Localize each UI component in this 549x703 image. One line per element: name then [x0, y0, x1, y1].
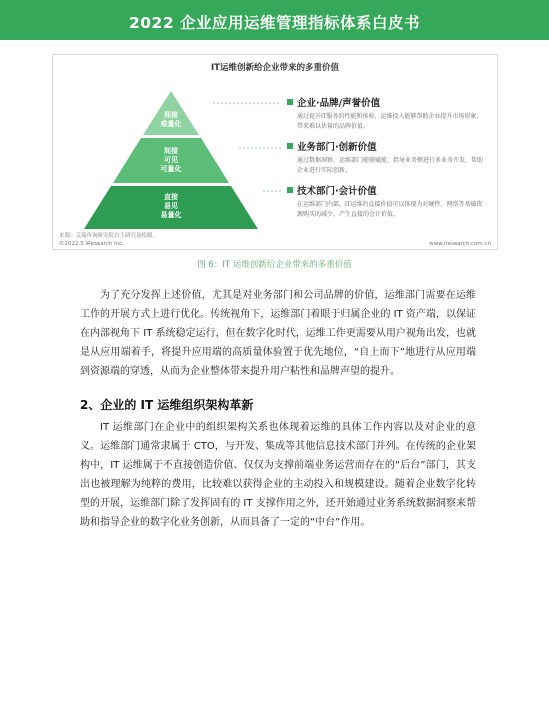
value-description: 通过提升IT服务的性能和体验，运维投入能够帮助企业提升市场形象，带来难以估量的品牌价值。 [297, 113, 483, 130]
value-item-innovation [287, 139, 487, 176]
pyramid-label-bottom [151, 193, 191, 220]
bullet-square-icon [287, 187, 293, 193]
value-title: 企业·品牌/声誉价值 [297, 98, 381, 109]
pyramid-label-bottom-text: 直接 易见 易量化 [160, 193, 182, 219]
header-bar [0, 0, 549, 40]
pyramid-label-top-text: 间接 难量化 [160, 111, 182, 128]
value-title: 业务部门·创新价值 [297, 142, 377, 153]
section-heading: 2、企业的 IT 运维组织架构革新 [80, 398, 254, 412]
value-item-brand [287, 95, 487, 132]
figure-copyright: ©2022.5 iResearch Inc. [59, 241, 124, 247]
pyramid-label-middle [151, 147, 191, 174]
bullet-square-icon [287, 99, 293, 105]
value-description: 通过数据洞察、运维部门能够赋能、指导业务侧进行多业务开发，帮助企业进行实际创新。 [297, 157, 484, 174]
body-paragraph-2: IT 运维部门在企业中的组织架构关系也体现着运维的具体工作内容以及对企业的意义。运维部门通常隶属于 CTO，与开发、集成等其他信息技术部门并列。在传统的企业架构中，IT 运维属于不直接创造价值、仅仅为支撑前端业务运营而存在的“后台”部门，其支出也被理解为纯粹的费用，比较难以获得企业的主动投入和规模建设。随着企业数字化转型的开展，运维部门除了发挥固有的 IT 支撑作用之外，还开始通过业务系统数据洞察来帮助和指导企业的数字化业务创新，从而具备了一定的“中台”作用。 [80, 422, 476, 528]
value-item-accounting [287, 183, 487, 220]
bullet-square-icon [287, 143, 293, 149]
pyramid-label-middle-text: 间接 可见 可量化 [160, 147, 182, 173]
figure [52, 54, 498, 250]
figure-title: IT运维创新给企业带来的多重价值 [211, 63, 339, 73]
document-title: 2022 企业应用运维管理指标体系白皮书 [128, 14, 421, 32]
figure-source: 来源：艾瑞咨询研究院自主研究及绘制。 [59, 233, 159, 239]
figure-website: www.iresearch.com.cn [429, 241, 491, 247]
body-paragraph-1: 为了充分发挥上述价值，尤其是对业务部门和公司品牌的价值，运维部门需要在运维工作的开展方式上进行优化。传统视角下，运维部门着眼于归属企业的 IT 资产端，以保证在内部视角下 IT 系统稳定运行，但在数字化时代，运维工作更需要从用户视角出发，也就是从应用端着手，将提升应用端的高质量体验置于优先地位，“自上而下”地进行从应用端到资源端的穿透，从而为企业整体带来提升用户粘性和品牌声望的提升。 [80, 290, 476, 377]
value-description: 在运维部门内部，IT运维的直接价值可以体现为对硬件、网络等基础资源购买的减少，产生直接的会计价值。 [297, 201, 483, 218]
pyramid-label-top [151, 111, 191, 129]
figure-caption: 图 6：IT 运维创新给企业带来的多重价值 [197, 260, 352, 270]
value-title: 技术部门·会计价值 [297, 186, 377, 197]
